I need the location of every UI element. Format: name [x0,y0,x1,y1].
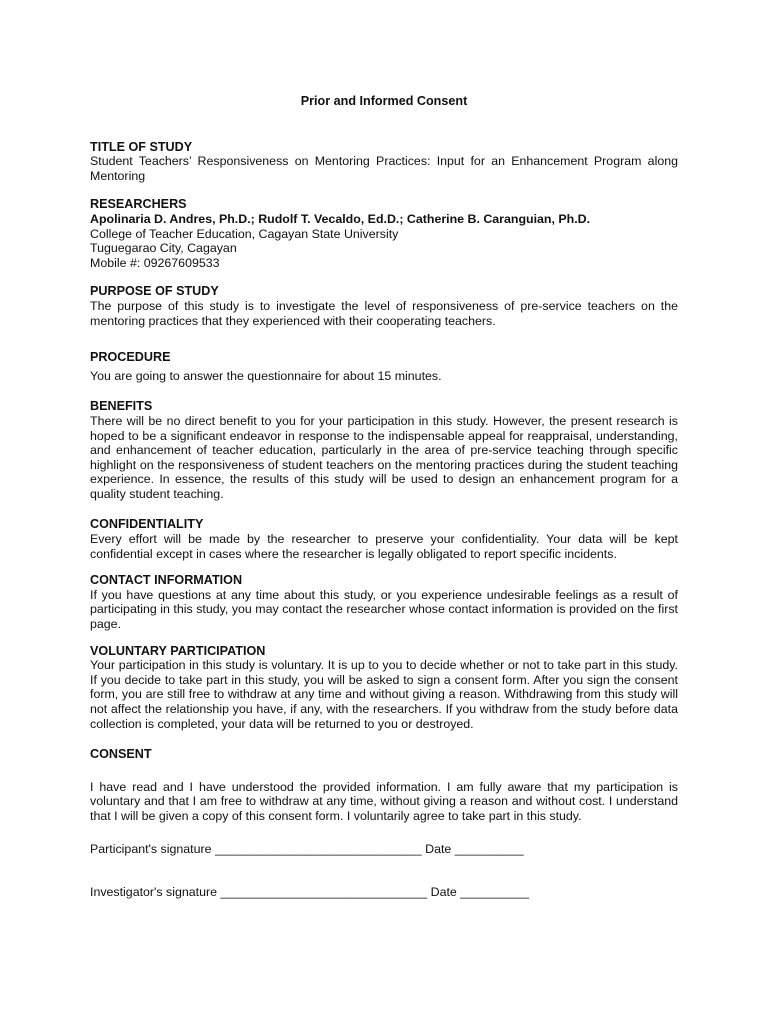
researchers-address: Tuguegarao City, Cagayan [90,241,237,256]
section-voluntary-participation [90,644,678,732]
section-title-of-study [90,140,678,184]
participant-signature-line: Participant's signature ______________________________ Date __________ [90,841,524,856]
title-of-study-text: Student Teachers’ Responsiveness on Mentoring Practices: Input for an Enhancement Program along Mentoring [90,154,678,183]
researchers-institution: College of Teacher Education, Cagayan State University [90,226,399,241]
researchers-heading: RESEARCHERS [90,197,187,212]
section-confidentiality [90,517,678,561]
consent-document [90,94,678,900]
benefits-heading: BENEFITS [90,399,153,414]
contact-heading: CONTACT INFORMATION [90,573,243,588]
section-procedure [90,350,678,383]
section-researchers [90,197,678,270]
title-of-study-heading: TITLE OF STUDY [90,139,193,154]
procedure-text: You are going to answer the questionnaire for about 15 minutes. [90,368,442,383]
investigator-signature-line: Investigator's signature ______________________________ Date __________ [90,885,530,900]
section-consent [90,747,678,823]
voluntary-heading: VOLUNTARY PARTICIPATION [90,643,266,658]
purpose-text: The purpose of this study is to investigate the level of responsiveness of pre-service teachers on the mentoring practices that they experienced with their cooperating teachers. [90,298,678,328]
confidentiality-heading: CONFIDENTIALITY [90,517,204,532]
section-purpose [90,284,678,328]
voluntary-text: Your participation in this study is voluntary. It is up to you to decide whether or not to take part in this study. If you decide to take part in this study, you will be asked to sign a consent form. After you sign the consent form, you are still free to withdraw at any time and without giving a reason. Withdrawing from this study will not affect the relationship you have, if any, with the researchers. If you withdraw from the study before data collection is completed, your data will be returned to you or destroyed. [90,658,678,731]
section-contact-information [90,573,678,631]
contact-text: If you have questions at any time about this study, or you experience undesirable feelings as a result of participating in this study, you may contact the researcher whose contact information is provided on the first page. [90,587,678,632]
purpose-heading: PURPOSE OF STUDY [90,284,219,299]
signature-block [90,842,678,900]
confidentiality-text: Every effort will be made by the researcher to preserve your confidentiality. Your data will be kept confidential except in cases where the researcher is legally obligated to report specific incidents. [90,532,678,561]
benefits-text: There will be no direct benefit to you for your participation in this study. However, the present research is hoped to be a significant endeavor in response to the indispensable appeal for reappraisal, understanding, and enhancement of teacher education, particularly in the area of pre-service teaching through specific highlight on the responsiveness of student teachers on the mentoring practices during the student teaching experience. In essence, the results of this study will be used to design an enhancement program for a quality student teaching. [90,413,678,501]
researchers-mobile: Mobile #: 09267609533 [90,255,220,270]
section-benefits [90,399,678,501]
consent-text: I have read and I have understood the provided information. I am fully aware that my participation is voluntary and that I am free to withdraw at any time, without giving a reason and without cost. I understand that I will be given a copy of this consent form. I voluntarily agree to take part in this study. [90,779,678,823]
procedure-heading: PROCEDURE [90,350,171,365]
researchers-names: Apolinaria D. Andres, Ph.D.; Rudolf T. Vecaldo, Ed.D.; Catherine B. Caranguian, Ph.D. [90,211,591,226]
document-title: Prior and Informed Consent [300,94,468,108]
consent-heading: CONSENT [90,747,152,762]
